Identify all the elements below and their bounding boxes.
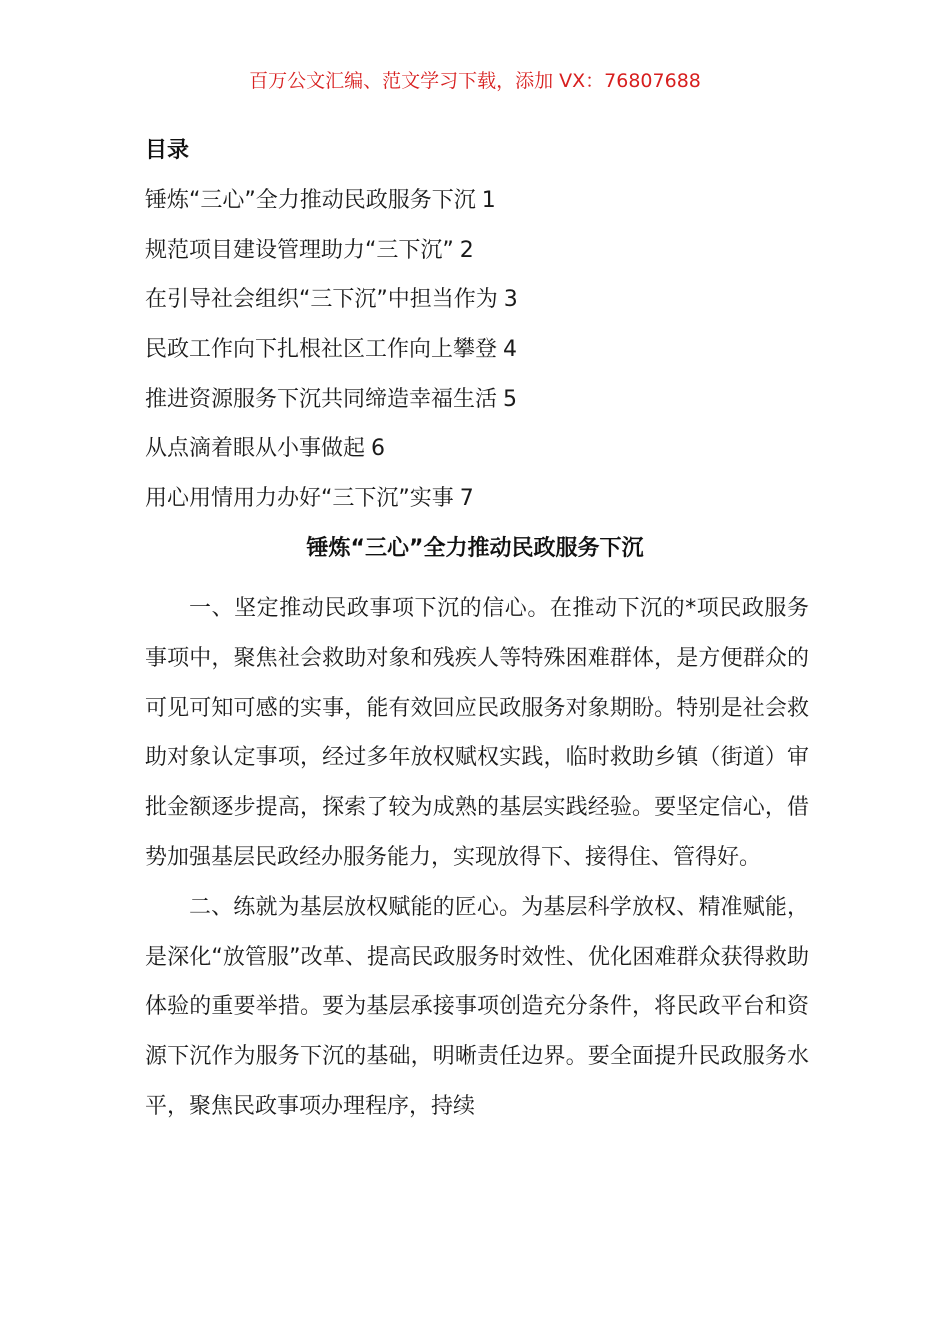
toc-item-title: 在引导社会组织“三下沉”中担当作为 [145, 287, 498, 313]
toc-item-page: 7 [459, 486, 474, 512]
toc-list [145, 184, 845, 532]
toc-item[interactable] [145, 333, 845, 383]
toc-item-title: 规范项目建设管理助力“三下沉” [145, 237, 454, 263]
toc-item-title: 锤炼“三心”全力推动民政服务下沉 [145, 188, 476, 213]
toc-item[interactable] [145, 184, 845, 234]
toc-item-page: 1 [481, 188, 496, 213]
toc-item-page: 2 [459, 237, 474, 263]
toc-item-title: 从点滴着眼从小事做起 [145, 436, 366, 462]
toc-item-title: 推进资源服务下沉共同缔造幸福生活 [145, 386, 498, 412]
article-title: 锤炼“三心”全力推动民政服务下沉 [306, 536, 644, 561]
toc-item[interactable] [145, 234, 845, 284]
toc-item-page: 4 [503, 337, 518, 363]
header-banner: 百万公文汇编、范文学习下载，添加 VX：76807688 [249, 70, 701, 92]
toc-item[interactable] [145, 432, 845, 482]
toc-item-page: 6 [371, 436, 386, 462]
body-paragraph: 一、坚定推动民政事项下沉的信心。在推动下沉的*项民政服务事项中，聚焦社会救助对象和残疾人等特殊困难群体，是方便群众的可见可知可感的实事，能有效回应民政服务对象期盼。特别是社会救助对象认定事项，经过多年放权赋权实践，临时救助乡镇（街道）审批金额逐步提高，探索了较为成熟的基层实践经验。要坚定信心，借势加强基层民政经办服务能力，实现放得下、接得住、管得好。 [145, 596, 809, 870]
toc-item[interactable] [145, 283, 845, 333]
toc-item-title: 用心用情用力办好“三下沉”实事 [145, 486, 454, 512]
toc-item-page: 3 [503, 287, 518, 313]
body-paragraph: 二、练就为基层放权赋能的匠心。为基层科学放权、精准赋能，是深化“放管服”改革、提高民政服务时效性、优化困难群众获得救助体验的重要举措。要为基层承接事项创造充分条件，将民政平台和资源下沉作为服务下沉的基础，明晰责任边界。要全面提升民政服务水平，聚焦民政事项办理程序，持续 [145, 894, 809, 1119]
toc-item[interactable] [145, 482, 845, 532]
toc-item[interactable] [145, 383, 845, 433]
article-body [145, 584, 809, 1132]
toc-heading: 目录 [145, 138, 190, 163]
toc-item-page: 5 [503, 386, 518, 412]
toc-item-title: 民政工作向下扎根社区工作向上攀登 [145, 337, 498, 363]
